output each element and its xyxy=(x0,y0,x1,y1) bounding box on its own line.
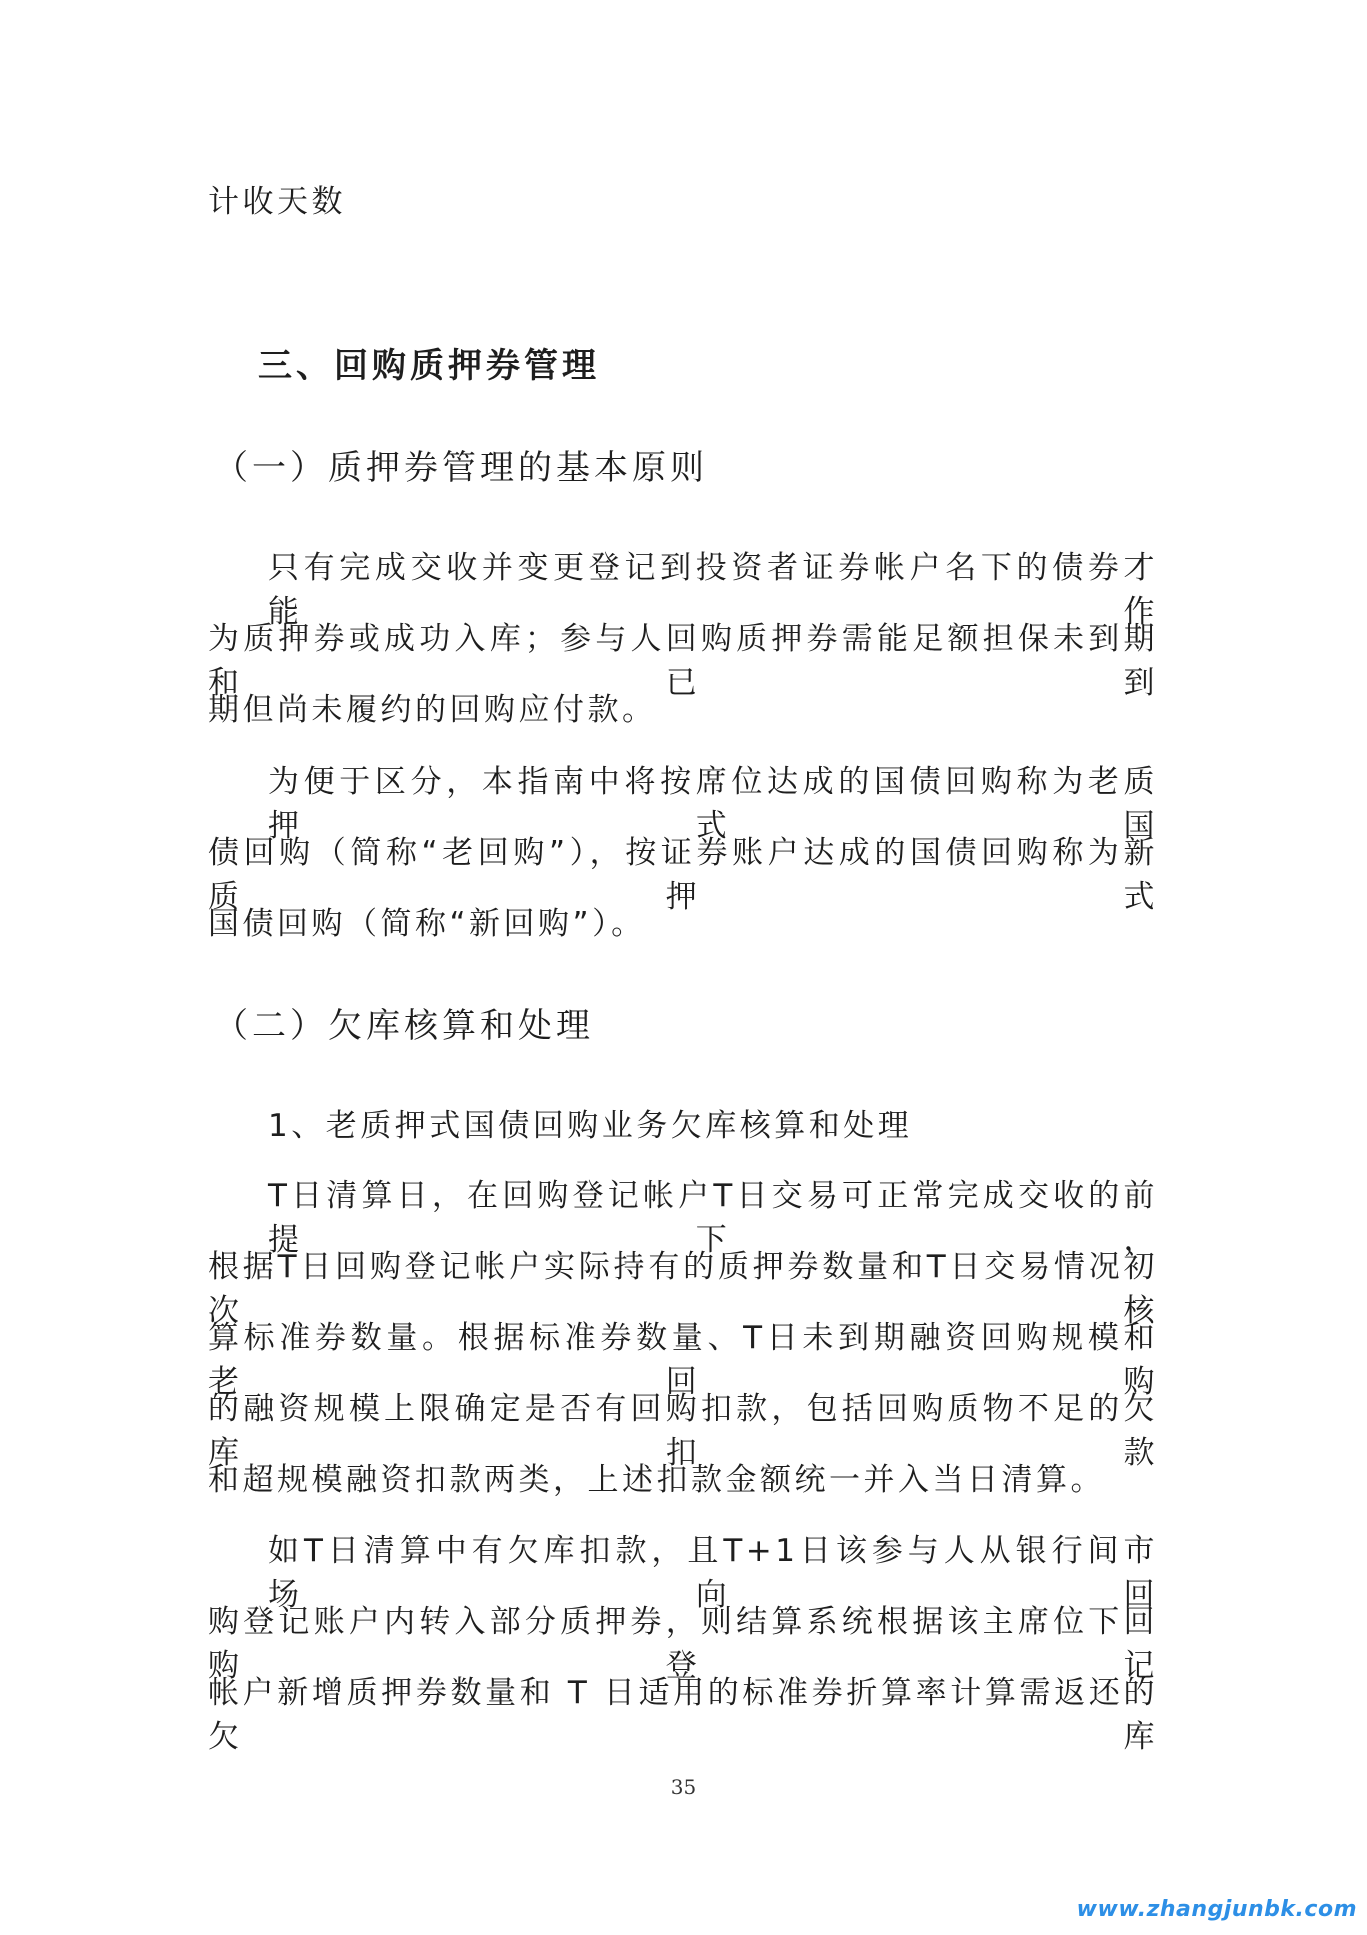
website-watermark: www.zhangjunbk.com xyxy=(1076,1897,1357,1922)
subsection-heading-1: （一）质押券管理的基本原则 xyxy=(214,448,708,488)
section-heading-3: 三、回购质押券管理 xyxy=(258,346,600,386)
paragraph-1-line-1: 只有完成交收并变更登记到投资者证券帐户名下的债券才能作 xyxy=(268,550,1158,630)
paragraph-3-line-3: 算标准券数量。根据标准券数量、T日未到期融资回购规模和老回购 xyxy=(208,1320,1158,1400)
page-number: 35 xyxy=(670,1775,697,1799)
subsection-heading-2: （二）欠库核算和处理 xyxy=(214,1006,594,1046)
paragraph-3-line-2: 根据T日回购登记帐户实际持有的质押券数量和T日交易情况初次核 xyxy=(208,1249,1158,1329)
paragraph-2-line-2: 债回购（简称“老回购”），按证券账户达成的国债回购称为新质押式 xyxy=(208,835,1158,915)
paragraph-3-line-1: T日清算日，在回购登记帐户T日交易可正常完成交收的前提下， xyxy=(268,1178,1158,1258)
paragraph-4-line-1: 如T日清算中有欠库扣款，且T+1日该参与人从银行间市场向回 xyxy=(268,1533,1158,1613)
paragraph-1-line-2: 为质押券或成功入库；参与人回购质押券需能足额担保未到期和已到 xyxy=(208,621,1158,701)
paragraph-4-line-2: 购登记账户内转入部分质押券，则结算系统根据该主席位下回购登记 xyxy=(208,1604,1158,1684)
paragraph-2-line-1: 为便于区分，本指南中将按席位达成的国债回购称为老质押式国 xyxy=(268,764,1158,844)
continuation-line: 计收天数 xyxy=(208,184,346,220)
list-item-1-title: 1、老质押式国债回购业务欠库核算和处理 xyxy=(268,1108,913,1144)
paragraph-1-line-3: 期但尚未履约的回购应付款。 xyxy=(208,692,657,728)
paragraph-3-line-5: 和超规模融资扣款两类，上述扣款金额统一并入当日清算。 xyxy=(208,1462,1105,1498)
paragraph-2-line-3: 国债回购（简称“新回购”）。 xyxy=(208,906,646,942)
paragraph-4-line-3: 帐户新增质押券数量和 T 日适用的标准券折算率计算需返还的欠库 xyxy=(208,1675,1158,1755)
paragraph-3-line-4: 的融资规模上限确定是否有回购扣款，包括回购质物不足的欠库扣款 xyxy=(208,1391,1158,1471)
